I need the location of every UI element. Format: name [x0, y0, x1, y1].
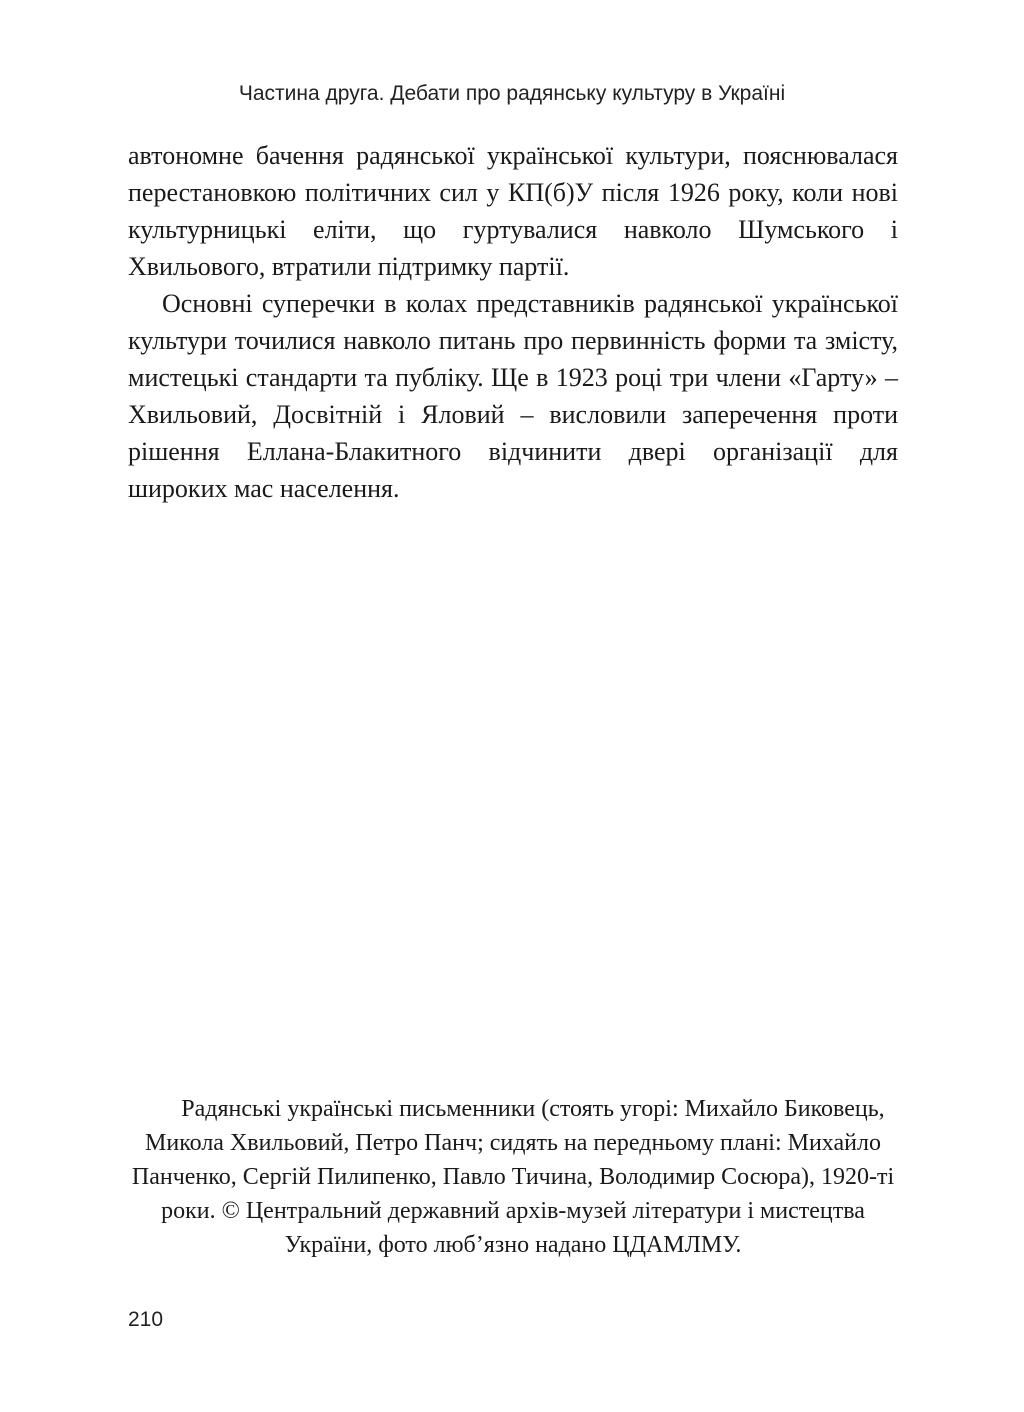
- photo-caption: [128, 1092, 898, 1262]
- running-head: Частина друга. Дебати про радянську культуру в Україні: [238, 82, 786, 105]
- body-paragraph: автономне бачення радянської української культури, пояснювалася перестановкою політичних сил у КП(б)У після 1926 року, коли нові культурницькі еліти, що гуртувалися навколо Шумського і Хвильового, втратили підтримку партії.: [128, 141, 898, 281]
- body-text: [128, 137, 898, 507]
- body-paragraph: Основні суперечки в колах представників радянської української культури точилися навколо питань про первинність форми та змісту, мистецькі стандарти та публіку. Ще в 1923 році три члени «Гарту» – Хвильовий, Досвітній і Яловий – висловили заперечення проти рішення Еллана-Блакитного відчинити двері організації для широких мас населення.: [128, 289, 898, 503]
- page-number: 210: [128, 1308, 164, 1331]
- caption-text: Радянські українські письменники (стоять угорі: Михайло Биковець, Микола Хвильовий, Петро Панч; сидять на передньому плані: Михайло Панченко, Сергій Пилипенко, Павло Тичина, Володимир Сосюра), 1920-ті роки. © Центральний державний архів-музей літератури і мистецтва України, фото люб’язно надано ЦДАМЛМУ.: [131, 1096, 895, 1258]
